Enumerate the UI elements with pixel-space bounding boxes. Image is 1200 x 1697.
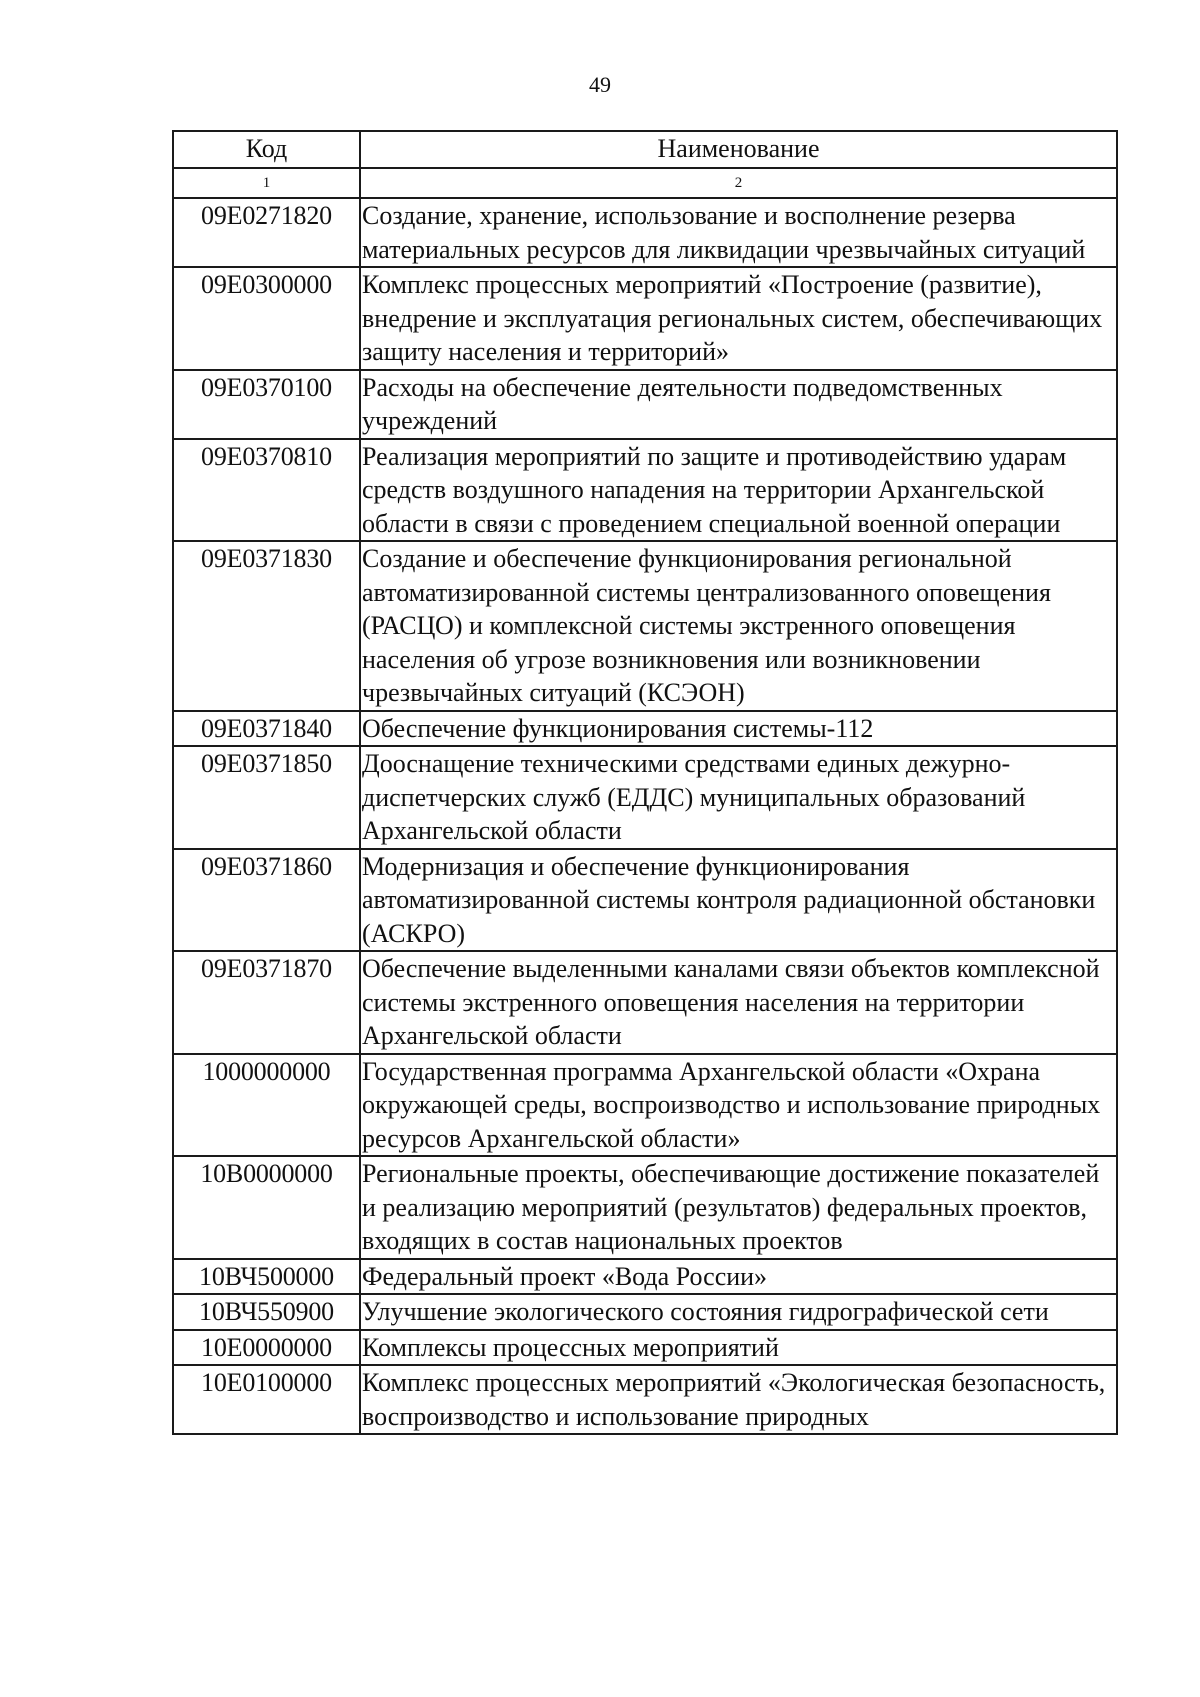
row-name: Государственная программа Архангельской области «Охрана окружающей среды, воспроизводство и использование природных ресурсов Архангельской области» [360,1054,1117,1157]
row-code: 09Е0371850 [173,746,360,849]
page-number: 49 [589,72,611,97]
table-row [173,1054,1117,1157]
row-name: Комплекс процессных мероприятий «Экологическая безопасность, воспроизводство и использование природных [360,1365,1117,1434]
row-name: Дооснащение техническими средствами единых дежурно-диспетчерских служб (ЕДДС) муниципальных образований Архангельской области [360,746,1117,849]
row-code: 09Е0300000 [173,267,360,370]
row-name: Региональные проекты, обеспечивающие достижение показателей и реализацию мероприятий (результатов) федеральных проектов, входящих в состав национальных проектов [360,1156,1117,1259]
row-name: Расходы на обеспечение деятельности подведомственных учреждений [360,370,1117,439]
row-code: 09Е0371860 [173,849,360,952]
row-name: Комплекс процессных мероприятий «Построение (развитие), внедрение и эксплуатация региональных систем, обеспечивающих защиту населения и территорий» [360,267,1117,370]
row-code: 10В0000000 [173,1156,360,1259]
row-code: 09Е0371870 [173,951,360,1054]
row-code: 10ВЧ500000 [173,1259,360,1295]
row-name: Комплексы процессных мероприятий [360,1330,1117,1366]
column-header-name: Наименование [360,131,1117,168]
table-row [173,711,1117,747]
table-row [173,541,1117,711]
row-name: Федеральный проект «Вода России» [360,1259,1117,1295]
column-number-2: 2 [360,168,1117,198]
row-code: 09Е0271820 [173,198,360,267]
table-row [173,370,1117,439]
row-name: Модернизация и обеспечение функционирования автоматизированной системы контроля радиационной обстановки (АСКРО) [360,849,1117,952]
table-row [173,951,1117,1054]
row-code: 1000000000 [173,1054,360,1157]
row-code: 10Е0100000 [173,1365,360,1434]
table-row [173,746,1117,849]
table-row [173,849,1117,952]
row-name: Реализация мероприятий по защите и противодействию ударам средств воздушного нападения на территории Архангельской области в связи с проведением специальной военной операции [360,439,1117,542]
column-number-1: 1 [173,168,360,198]
table-row [173,198,1117,267]
table-row [173,1365,1117,1434]
row-code: 09Е0371830 [173,541,360,711]
table-row [173,439,1117,542]
table-row [173,1330,1117,1366]
header-row [173,131,1117,168]
row-code: 09Е0371840 [173,711,360,747]
row-name: Улучшение экологического состояния гидрографической сети [360,1294,1117,1330]
row-code: 09Е0370810 [173,439,360,542]
table-row [173,1294,1117,1330]
row-name: Обеспечение функционирования системы-112 [360,711,1117,747]
row-name: Обеспечение выделенными каналами связи объектов комплексной системы экстренного оповещения населения на территории Архангельской области [360,951,1117,1054]
table-row [173,267,1117,370]
column-number-row [173,168,1117,198]
table-row [173,1259,1117,1295]
row-code: 10ВЧ550900 [173,1294,360,1330]
row-name: Создание и обеспечение функционирования региональной автоматизированной системы централизованного оповещения (РАСЦО) и комплексной системы экстренного оповещения населения об угрозе возникновения или возникновении чрезвычайных ситуаций (КСЭОН) [360,541,1117,711]
row-code: 09Е0370100 [173,370,360,439]
table-row [173,1156,1117,1259]
budget-code-table [172,130,1118,1435]
row-code: 10Е0000000 [173,1330,360,1366]
column-header-code: Код [173,131,360,168]
row-name: Создание, хранение, использование и восполнение резерва материальных ресурсов для ликвидации чрезвычайных ситуаций [360,198,1117,267]
